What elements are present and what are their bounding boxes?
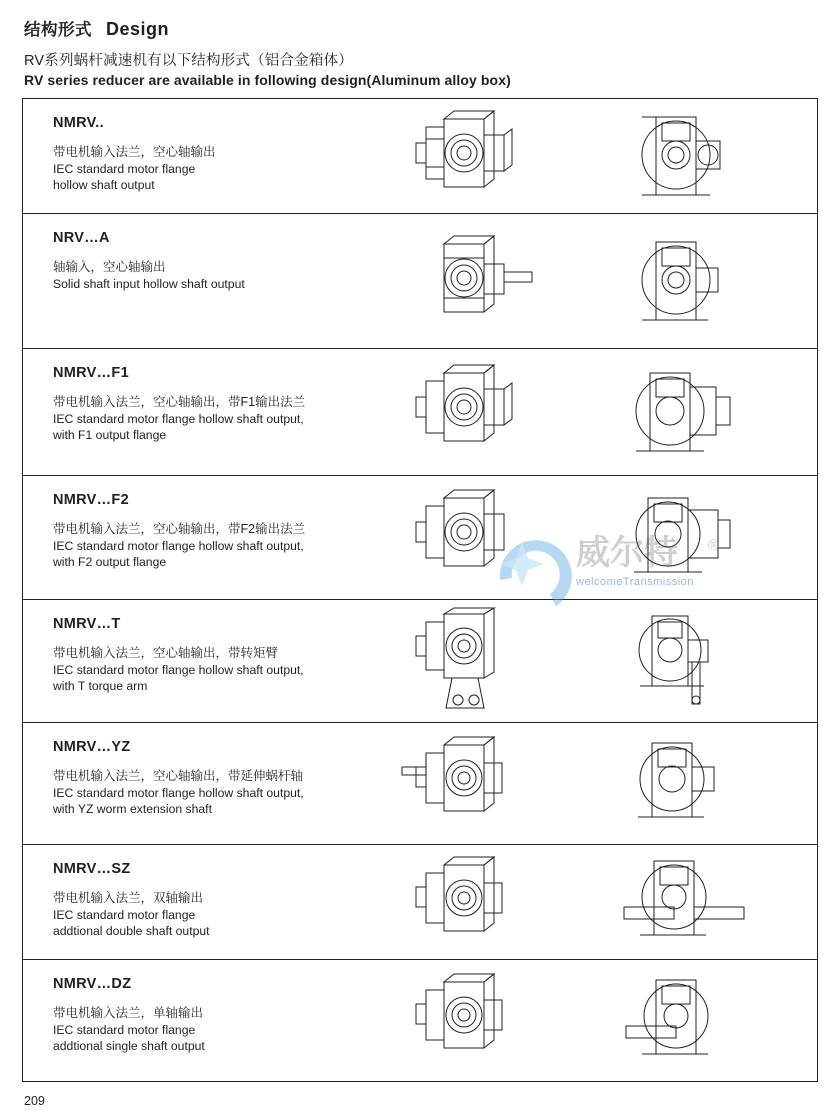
product-drawing-iso <box>396 349 596 475</box>
product-drawing-iso <box>396 214 596 348</box>
row-description: 带电机输入法兰，空心轴输出 IEC standard motor flange hollow shaft output <box>53 145 216 192</box>
row-text <box>23 845 396 959</box>
table-row <box>23 349 817 476</box>
product-drawing-front <box>596 600 817 722</box>
table-row <box>23 960 817 1082</box>
product-drawing-iso <box>396 600 596 722</box>
design-table <box>22 98 818 1082</box>
table-row <box>23 476 817 600</box>
page-title-en: Design <box>106 19 170 39</box>
watermark-tagline: welcomeTransmission <box>576 576 694 588</box>
table-row <box>23 600 817 723</box>
product-drawing-front <box>596 476 817 599</box>
model-label: NMRV…T <box>53 616 121 632</box>
model-label: NMRV…F1 <box>53 365 129 381</box>
product-drawing-front <box>596 723 817 844</box>
row-text <box>23 960 396 1081</box>
page-number: 209 <box>24 1094 45 1108</box>
row-description: 带电机输入法兰，空心轴输出，带延伸蜗杆轴 IEC standard motor flange hollow shaft output, with YZ worm extension shaft <box>53 769 304 816</box>
product-drawing-front <box>596 214 817 348</box>
model-label: NRV…A <box>53 230 110 246</box>
model-label: NMRV…F2 <box>53 492 129 508</box>
product-drawing-front <box>596 99 817 213</box>
table-row <box>23 723 817 845</box>
page-title <box>24 16 818 40</box>
table-row <box>23 99 817 214</box>
product-drawing-iso <box>396 845 596 959</box>
subtitle-en: RV series reducer are available in following design(Aluminum alloy box) <box>24 72 511 88</box>
product-drawing-front <box>596 845 817 959</box>
model-label: NMRV…YZ <box>53 739 131 755</box>
row-description: 带电机输入法兰，空心轴输出，带F2输出法兰 IEC standard motor flange hollow shaft output, with F2 output flange <box>53 522 306 569</box>
row-text <box>23 600 396 722</box>
row-description: 带电机输入法兰，双轴输出 IEC standard motor flange addtional double shaft output <box>53 891 210 938</box>
row-description: 带电机输入法兰，单轴输出 IEC standard motor flange addtional single shaft output <box>53 1006 205 1053</box>
product-drawing-front <box>596 349 817 475</box>
row-text <box>23 723 396 844</box>
model-label: NMRV…SZ <box>53 861 131 877</box>
row-text <box>23 99 396 213</box>
product-drawing-iso <box>396 723 596 844</box>
product-drawing-iso <box>396 960 596 1081</box>
model-label: NMRV…DZ <box>53 976 132 992</box>
row-text <box>23 476 396 599</box>
row-description: 轴输入，空心轴输出 Solid shaft input hollow shaft output <box>53 260 245 291</box>
row-description: 带电机输入法兰，空心轴输出，带转矩臂 IEC standard motor flange hollow shaft output, with T torque arm <box>53 646 304 693</box>
table-row <box>23 845 817 960</box>
row-text <box>23 349 396 475</box>
product-drawing-iso <box>396 476 596 599</box>
table-row <box>23 214 817 349</box>
subtitle-cn: RV系列蜗杆减速机有以下结构形式（铝合金箱体） <box>24 53 353 69</box>
row-description: 带电机输入法兰，空心轴输出，带F1输出法兰 IEC standard motor flange hollow shaft output, with F1 output flange <box>53 395 306 442</box>
product-drawing-front <box>596 960 817 1081</box>
product-drawing-iso <box>396 99 596 213</box>
svg-text:®: ® <box>708 537 720 554</box>
row-text <box>23 214 396 348</box>
model-label: NMRV.. <box>53 115 104 131</box>
svg-text:威尔特: 威尔特 <box>576 533 678 573</box>
page-title-cn: 结构形式 <box>24 21 92 39</box>
